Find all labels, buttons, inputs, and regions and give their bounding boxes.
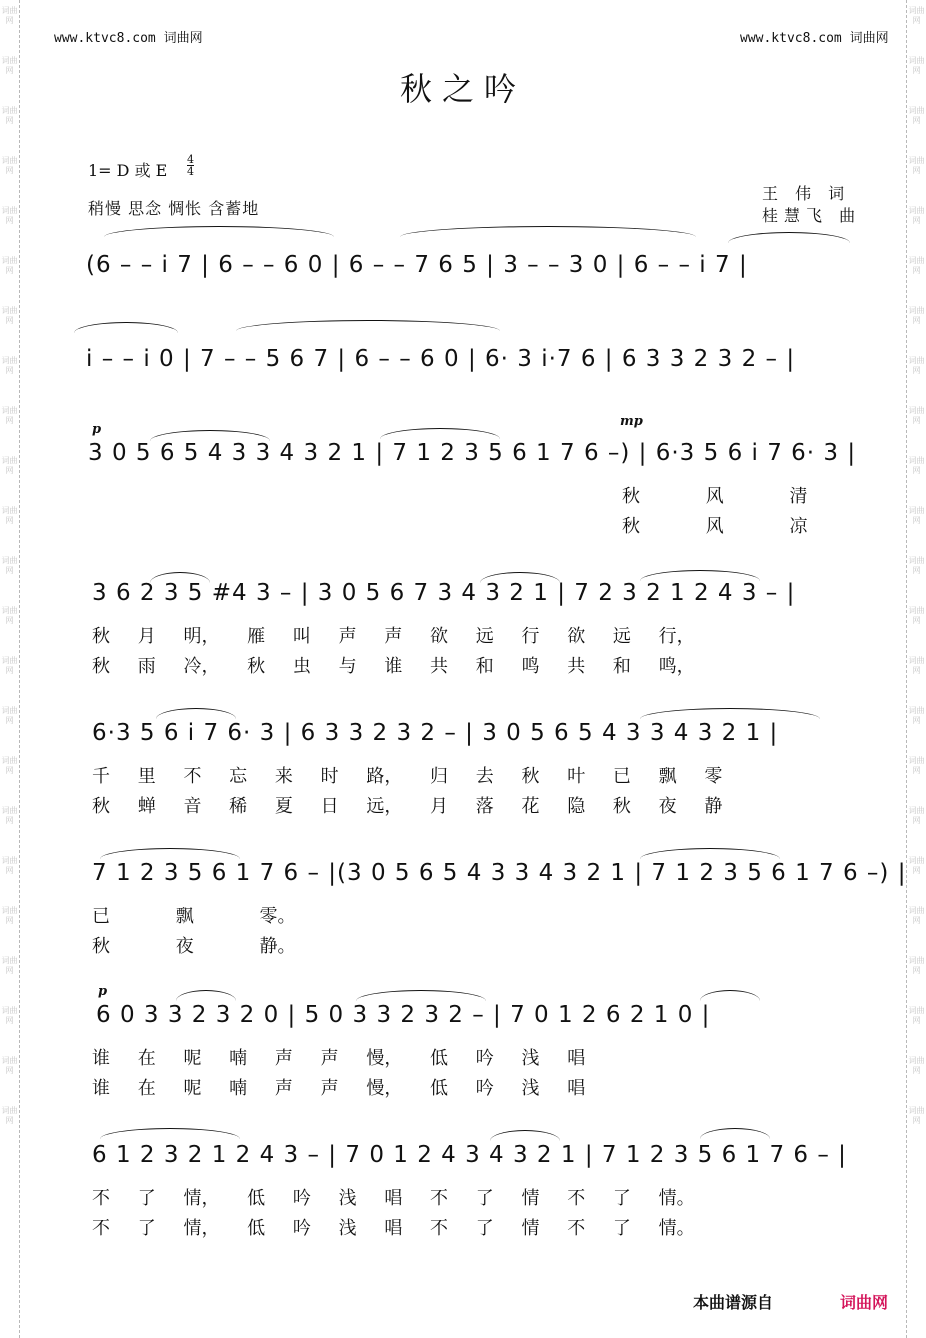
watermark-text: 词曲网	[908, 756, 925, 775]
watermark-text: 词曲网	[1, 756, 18, 775]
watermark-text: 词曲网	[908, 856, 925, 875]
watermark-text: 词曲网	[1, 1106, 18, 1125]
time-signature-bottom: 4	[187, 165, 194, 178]
slur	[156, 708, 236, 719]
song-title: 秋之吟	[399, 70, 526, 108]
slur	[100, 848, 240, 859]
watermark-text: 词曲网	[908, 906, 925, 925]
watermark-text: 词曲网	[1, 656, 18, 675]
notation-line: i – – i 0 | 7 – – 5 6 7 | 6 – – 6 0 | 6· 3 i·7 6 | 6 3 3 2 3 2 – |	[86, 346, 796, 372]
left-margin-watermark	[0, 0, 20, 1338]
watermark-text: 词曲网	[1, 106, 18, 125]
lyric-verse-1: 已 飘 零。	[92, 906, 296, 927]
site-link-left[interactable]: www.ktvc8.com 词曲网	[54, 31, 203, 46]
watermark-text: 词曲网	[908, 456, 925, 475]
notation-line: 3 6 2 3 5 #4 3 – | 3 0 5 6 7 3 4 3 2 1 | 7 2 3 2 1 2 4 3 – |	[92, 580, 796, 606]
watermark-text: 词曲网	[1, 406, 18, 425]
watermark-text: 词曲网	[908, 1006, 925, 1025]
slur	[74, 322, 178, 333]
lyric-verse-2: 秋 夜 静。	[92, 936, 296, 957]
watermark-text: 词曲网	[1, 1056, 18, 1075]
slur	[700, 1128, 770, 1139]
watermark-text: 词曲网	[1, 706, 18, 725]
slur	[400, 226, 696, 237]
lyric-verse-2: 不 了 情， 低 吟 浅 唱 不 了 情 不 了 情。	[92, 1218, 695, 1239]
lyric-verse-1: 秋 风 清	[622, 486, 808, 507]
brand-link[interactable]: 词曲网	[840, 1293, 889, 1312]
notation-line: 6 1 2 3 2 1 2 4 3 – | 7 0 1 2 4 3 4 3 2 1 | 7 1 2 3 5 6 1 7 6 – |	[92, 1142, 847, 1168]
notation-line: 6 0 3 3 2 3 2 0 | 5 0 3 3 2 3 2 – | 7 0 1 2 6 2 1 0 |	[96, 1002, 711, 1028]
watermark-text: 词曲网	[1, 1006, 18, 1025]
watermark-text: 词曲网	[908, 656, 925, 675]
notation-line: 7 1 2 3 5 6 1 7 6 – |(3 0 5 6 5 4 3 3 4 3 2 1 | 7 1 2 3 5 6 1 7 6 –) |	[92, 860, 907, 886]
site-link-right[interactable]: www.ktvc8.com 词曲网	[740, 31, 889, 46]
lyricist-credit: 王 伟 词	[762, 184, 851, 203]
lyric-verse-2: 秋 风 凉	[622, 516, 808, 537]
lyric-verse-1: 千 里 不 忘 来 时 路， 归 去 秋 叶 已 飘 零	[92, 766, 723, 787]
watermark-text: 词曲网	[1, 806, 18, 825]
lyric-verse-1: 谁 在 呢 喃 声 声 慢， 低 吟 浅 唱	[92, 1048, 586, 1069]
slur	[700, 990, 760, 1001]
dynamic-mark: mp	[620, 414, 643, 429]
watermark-text: 词曲网	[908, 356, 925, 375]
slur	[104, 226, 334, 237]
time-signature-top: 4	[187, 153, 194, 166]
watermark-text: 词曲网	[908, 706, 925, 725]
watermark-text: 词曲网	[908, 556, 925, 575]
key-signature: 1= D 或 E	[88, 161, 168, 180]
watermark-text: 词曲网	[908, 806, 925, 825]
watermark-text: 词曲网	[908, 606, 925, 625]
watermark-text: 词曲网	[908, 6, 925, 25]
dynamic-mark: p	[92, 422, 102, 437]
watermark-text: 词曲网	[1, 206, 18, 225]
lyric-verse-2: 谁 在 呢 喃 声 声 慢， 低 吟 浅 唱	[92, 1078, 586, 1099]
watermark-text: 词曲网	[908, 306, 925, 325]
lyric-verse-1: 秋 月 明， 雁 叫 声 声 欲 远 行 欲 远 行，	[92, 626, 695, 647]
slur	[236, 320, 500, 331]
watermark-text: 词曲网	[908, 1056, 925, 1075]
lyric-verse-1: 不 了 情， 低 吟 浅 唱 不 了 情 不 了 情。	[92, 1188, 695, 1209]
notation-line: 3 0 5 6 5 4 3 3 4 3 2 1 | 7 1 2 3 5 6 1 7 6 –) | 6·3 5 6 i 7 6· 3 |	[88, 440, 857, 466]
notation-line: 6·3 5 6 i 7 6· 3 | 6 3 3 2 3 2 – | 3 0 5 6 5 4 3 3 4 3 2 1 |	[92, 720, 779, 746]
watermark-text: 词曲网	[1, 156, 18, 175]
watermark-text: 词曲网	[908, 406, 925, 425]
watermark-text: 词曲网	[908, 956, 925, 975]
watermark-text: 词曲网	[908, 506, 925, 525]
watermark-text: 词曲网	[908, 256, 925, 275]
lyric-verse-2: 秋 雨 冷， 秋 虫 与 谁 共 和 鸣 共 和 鸣，	[92, 656, 695, 677]
watermark-text: 词曲网	[1, 556, 18, 575]
watermark-text: 词曲网	[908, 106, 925, 125]
watermark-text: 词曲网	[1, 356, 18, 375]
slur	[176, 990, 236, 1001]
watermark-text: 词曲网	[1, 856, 18, 875]
composer-credit: 桂慧飞 曲	[762, 206, 862, 225]
watermark-text: 词曲网	[1, 956, 18, 975]
watermark-text: 词曲网	[1, 6, 18, 25]
watermark-text: 词曲网	[908, 206, 925, 225]
slur	[380, 428, 500, 439]
watermark-text: 词曲网	[1, 456, 18, 475]
right-margin-watermark	[906, 0, 926, 1338]
watermark-text: 词曲网	[1, 56, 18, 75]
slur	[356, 990, 486, 1001]
slur	[490, 1130, 560, 1141]
watermark-text: 词曲网	[908, 56, 925, 75]
slur	[640, 708, 820, 719]
slur	[640, 848, 780, 859]
watermark-text: 词曲网	[908, 156, 925, 175]
watermark-text: 词曲网	[1, 306, 18, 325]
notation-line: (6 – – i 7 | 6 – – 6 0 | 6 – – 7 6 5 | 3 – – 3 0 | 6 – – i 7 |	[86, 252, 748, 278]
watermark-text: 词曲网	[1, 256, 18, 275]
dynamic-mark: p	[98, 984, 108, 999]
watermark-text: 词曲网	[1, 606, 18, 625]
watermark-text: 词曲网	[908, 1106, 925, 1125]
watermark-text: 词曲网	[1, 506, 18, 525]
time-signature	[187, 154, 194, 177]
watermark-text: 词曲网	[1, 906, 18, 925]
source-label: 本曲谱源自	[693, 1293, 774, 1312]
slur	[728, 232, 850, 243]
slur	[100, 1128, 240, 1139]
tempo-expression: 稍慢 思念 惆怅 含蓄地	[88, 199, 260, 218]
lyric-verse-2: 秋 蝉 音 稀 夏 日 远， 月 落 花 隐 秋 夜 静	[92, 796, 723, 817]
